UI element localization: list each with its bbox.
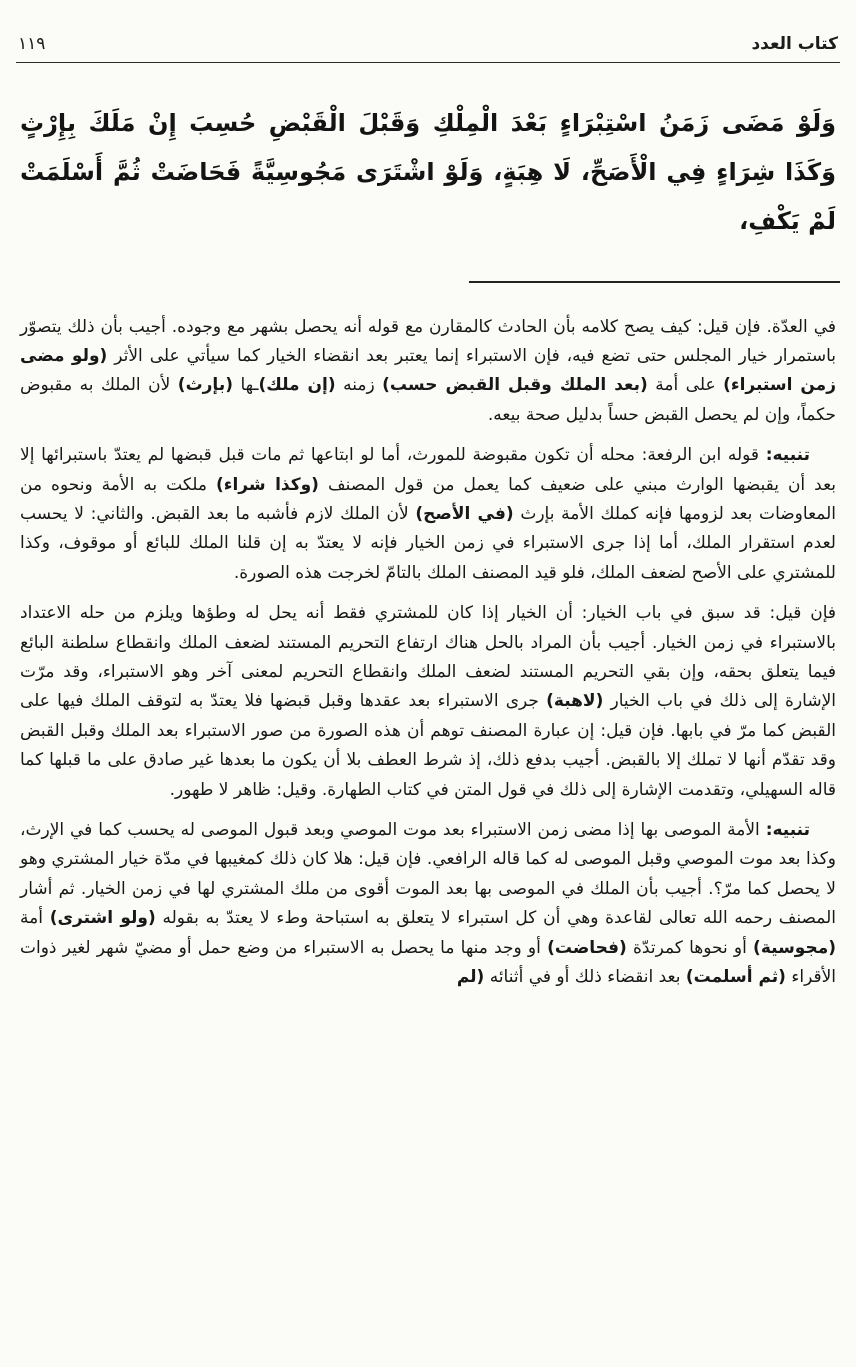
commentary-text: أو وجد منها ما يحصل به الاستبراء من وضع حمل أو مضيّ شهر لغير ذوات الأقراء <box>20 937 836 988</box>
matn-commentary-divider <box>469 281 840 283</box>
commentary <box>16 313 840 993</box>
commentary-text: أو نحوها كمرتدّة <box>626 937 754 958</box>
commentary-text: زمنه <box>335 375 383 396</box>
matn-quote: (لاهبة) <box>546 691 604 712</box>
page-number: ١١٩ <box>18 34 46 54</box>
matn-quote: تنبيه: <box>765 820 810 841</box>
commentary-text: لأن الملك به مقبوض حكماً، وإن لم يحصل القبض حساً بدليل صحة بيعه. <box>20 375 836 425</box>
matn-quote: (ولو مضى زمن استبراء) <box>20 345 836 396</box>
commentary-text: على أمة <box>647 375 724 396</box>
commentary-paragraph <box>20 599 836 805</box>
matn-quote: (بعد الملك وقبل القبض حسب) <box>382 375 648 396</box>
matn-quote: (إن ملك) <box>258 375 336 396</box>
matn-quote: (ثم أسلمت) <box>685 967 786 988</box>
commentary-text: جرى الاستبراء بعد عقدها وقبل قبضها فلا يعتدّ به لتوقف الملك فيها على القبض كما مرّ في بابها. فإن قيل: إن عبارة المصنف توهم أن هذه الصورة من صور الاستبراء بعد الملك وقبل القبض وقد تقدّم أنها لا تملك إلا بالقبض. أجيب بدفع ذلك، إذ شرط العطف بلا أن يكون ما بعدها غير صادق على ما قبلها كما قاله السهيلي، وتقدمت الإشارة إلى ذلك في قول المتن في كتاب الطهارة. وقيل: ظاهر لا طهور. <box>20 691 836 800</box>
commentary-paragraph <box>20 441 836 588</box>
matn-quote: (في الأصح) <box>415 504 514 524</box>
commentary-text: في العدّة. فإن قيل: كيف يصح كلامه بأن الحادث كالمقارن مع قوله أنه يحصل بشهر مع وجوده. أجيب بأن ذلك يتصوّر باستمرار خيار المجلس حتى تضع فيه، فإن الاستبراء إنما يعتبر بعد انقضاء الخيار كما سيأتي على الأثر <box>20 316 836 366</box>
matn-quote: (فحاضت) <box>547 937 627 958</box>
commentary-text: قوله ابن الرفعة: محله أن تكون مقبوضة للمورث، أما لو ابتاعها ثم مات قبل قبضها لم يعتدّ باستبرائها إلا بعد أن يقبضها الوارث مبني على ضعيف كما يعمل من قول المصنف <box>20 445 837 495</box>
matn-quote: تنبيه: <box>765 445 810 466</box>
book-title: كتاب العدد <box>751 34 838 54</box>
page-header <box>16 34 840 63</box>
matn-quote: (لم <box>456 967 485 988</box>
matn-quote: (بإرث) <box>177 375 233 396</box>
commentary-text: لأن الملك لازم فأشبه ما بعد القبض. والثاني: لا يحسب لعدم استقرار الملك، أما إذا جرى الاستبراء في زمن الخيار فإنه لا يعتدّ به إن قلنا الملك للبائع أو موقوف، وكذا للمشتري على الأصح لضعف الملك، فلو قيد المصنف الملك بالتامّ لخرجت هذه الصورة. <box>20 504 836 583</box>
matn-text: وَلَوْ مَضَى زَمَنُ اسْتِبْرَاءٍ بَعْدَ الْمِلْكِ وَقَبْلَ الْقَبْضِ حُسِبَ إِنْ مَلَكَ بِإِرْثٍ وَكَذَا شِرَاءٍ فِي الْأَصَحِّ، لَا هِبَةٍ، وَلَوْ اشْتَرَى مَجُوسِيَّةً فَحَاضَتْ ثُمَّ أَسْلَمَتْ لَمْ يَكْفِ، <box>20 109 836 236</box>
matn-quote: (وكذا شراء) <box>215 474 319 495</box>
matn-quote: (ولو اشترى) <box>49 908 156 929</box>
commentary-text: الأمة الموصى بها إذا مضى زمن الاستبراء بعد موت الموصي وبعد قبول الموصى له يحسب كما في الإرث، وكذا بعد موت الموصي وقبل الموصى له كما قاله الرافعي. فإن قيل: هلا كان ذلك كمغيبها في مدّة خيار المشتري وهو لا يحصل كما مرّ؟. أجيب بأن الملك في الموصى بها بعد الموت أقوى من ملك المشتري لها في زمن الخيار. ثم أشار المصنف رحمه الله تعالى لقاعدة وهي أن كل استبراء لا يتعلق به استباحة وطء لا يعتدّ به بقوله <box>20 820 836 929</box>
commentary-text: ـها <box>232 375 259 396</box>
matn-quote: (مجوسية) <box>753 937 836 958</box>
commentary-text: أمة <box>20 908 50 929</box>
commentary-text: ملكت به الأمة ونحوه من المعاوضات بعد لزومها فإنه كملك الأمة بإرث <box>20 474 836 524</box>
commentary-paragraph <box>20 816 836 992</box>
commentary-text: بعد انقضاء ذلك أو في أثنائه <box>484 967 686 988</box>
commentary-paragraph <box>20 313 836 431</box>
commentary-text: فإن قيل: قد سبق في باب الخيار: أن الخيار إذا كان للمشتري فقط أنه يحل له وطؤها ويلزم من حله الاعتداد بالاستبراء في زمن الخيار. أجيب بأن المراد بالحل هناك ارتفاع التحريم المستند لضعف الملك وانقطاع سلطنة البائع فيما يتعلق بحقه، وإن بقي التحريم المستند لضعف الملك وانقطاع التحريم لمعنى آخر وهو الاستبراء، وقد مرّت الإشارة إلى ذلك في باب الخيار <box>20 603 837 712</box>
